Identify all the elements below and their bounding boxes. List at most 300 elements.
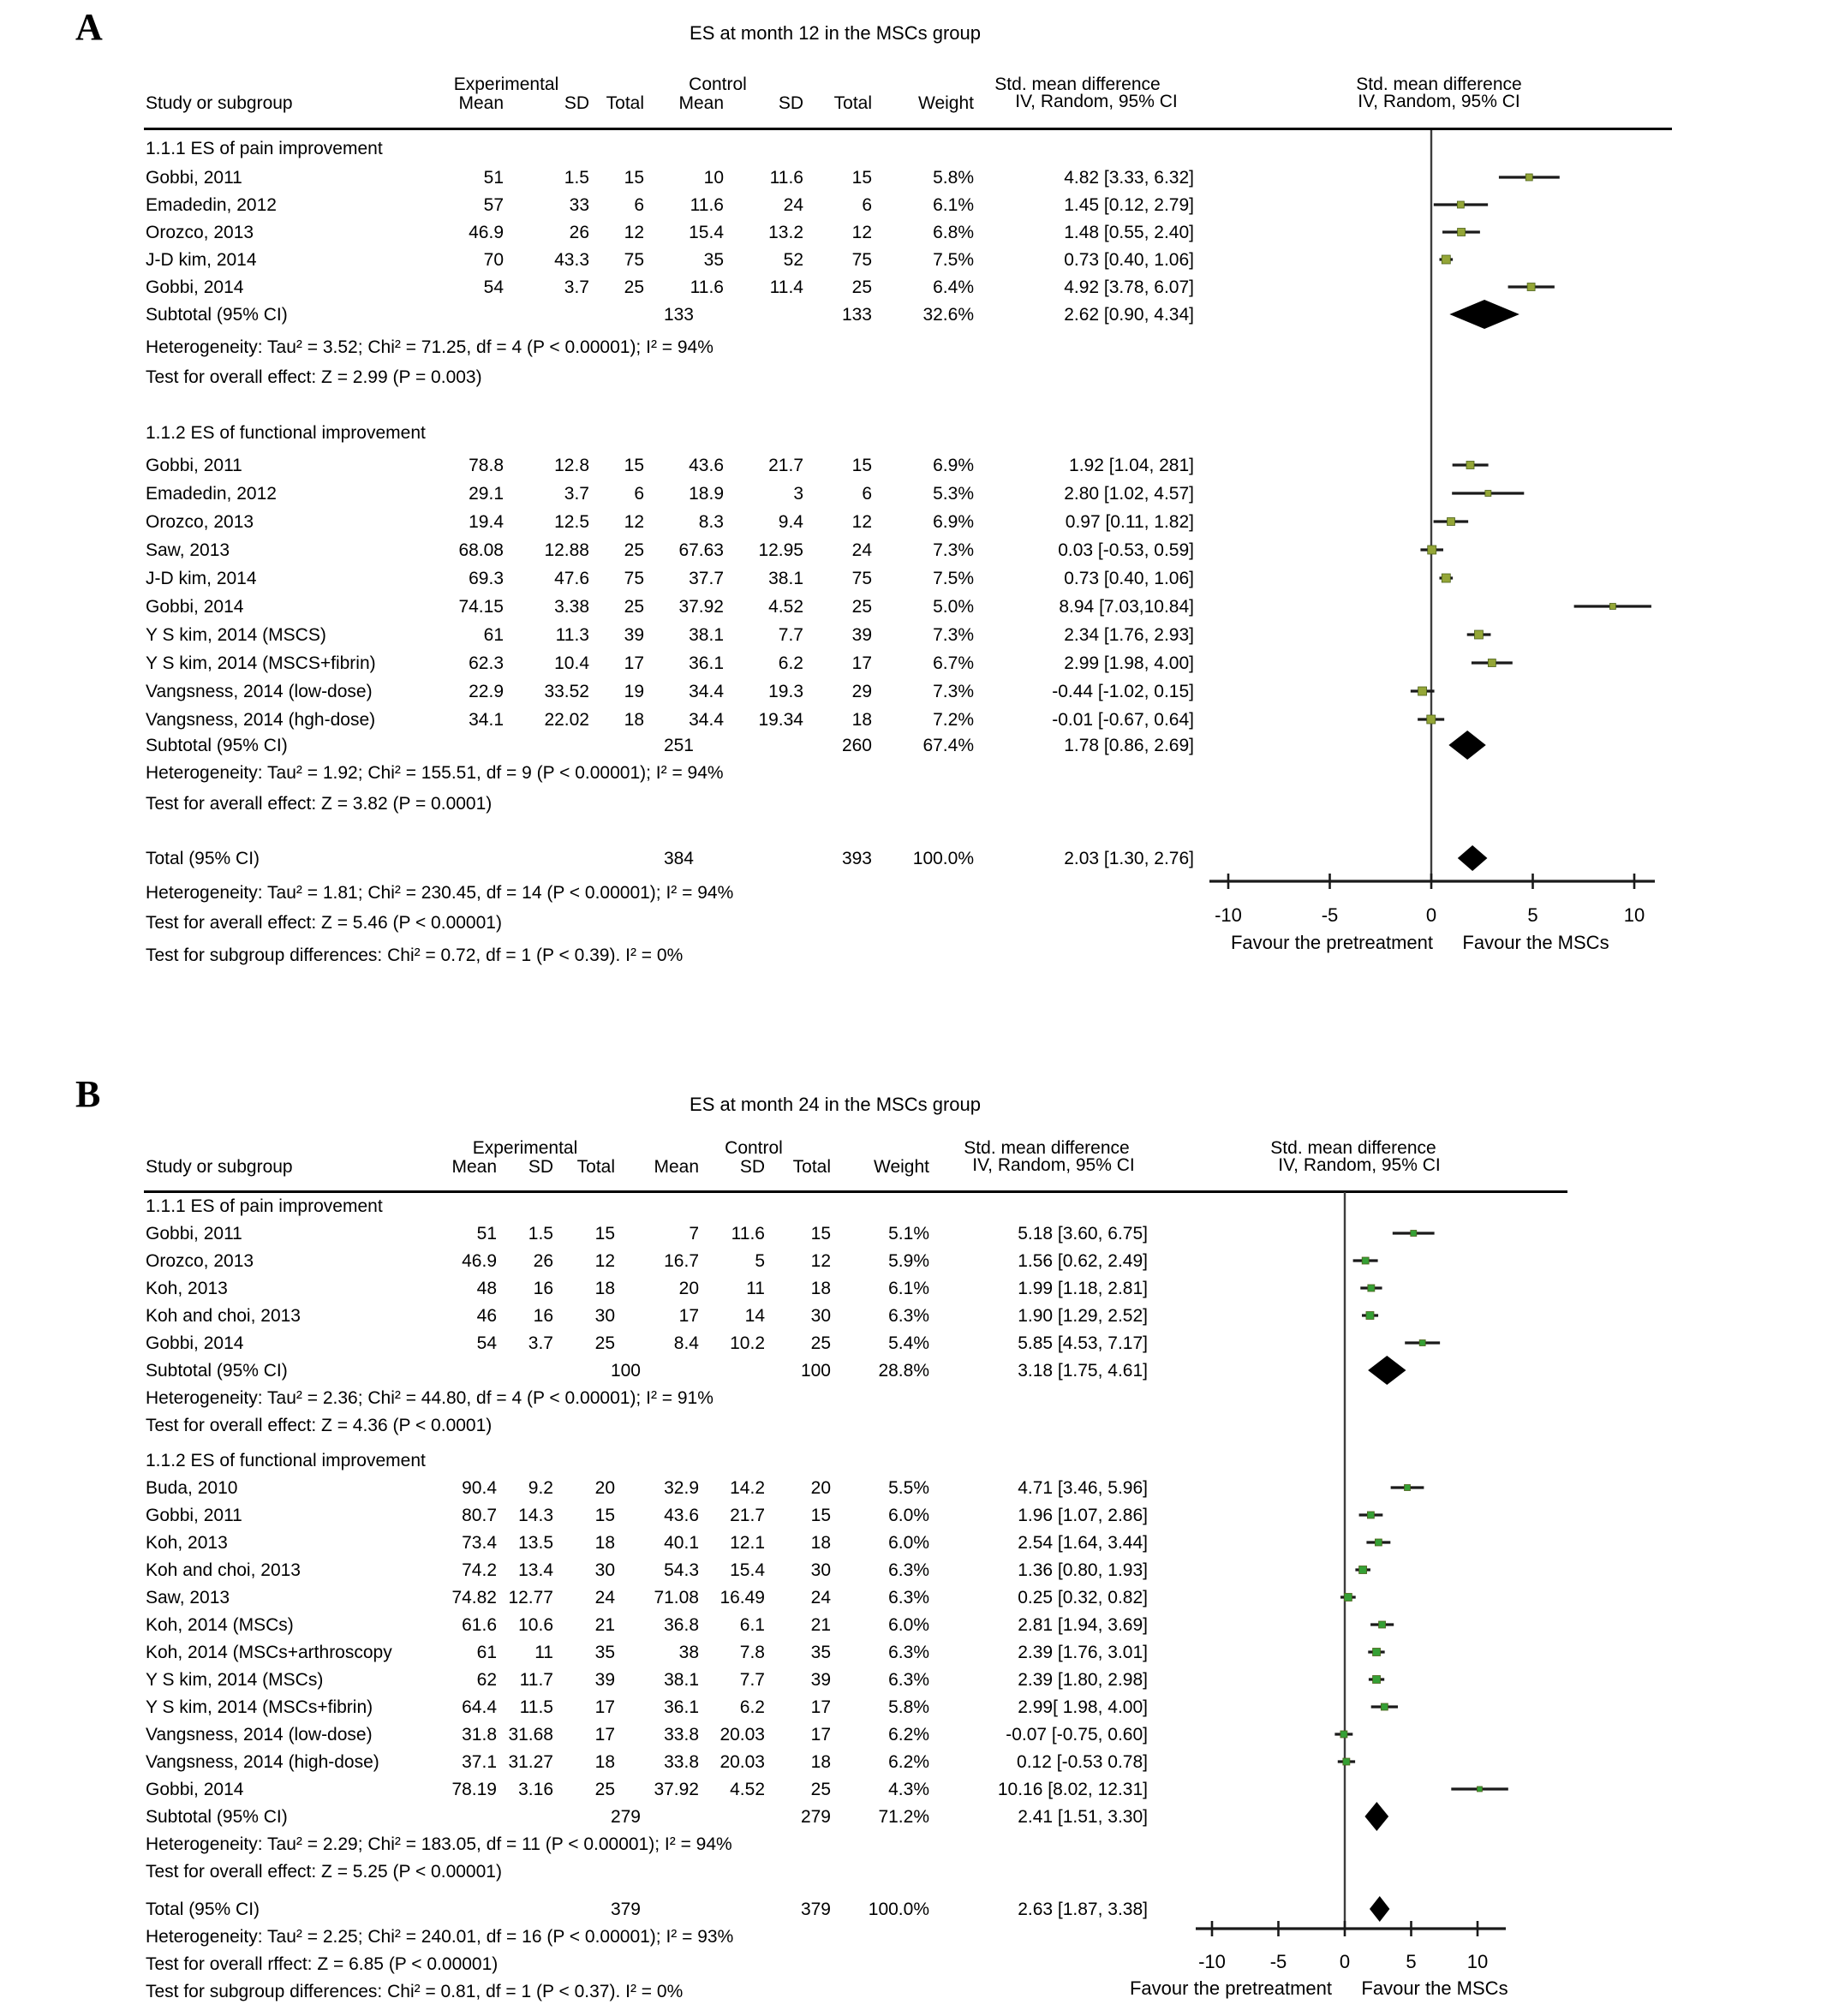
sd-experimental-cell: 11.3: [555, 625, 589, 645]
total-experimental-cell: 35: [594, 1643, 615, 1662]
study-row: [0, 1641, 1821, 1664]
mean-experimental-cell: 80.7: [462, 1506, 497, 1525]
weight-cell: 4.3%: [888, 1780, 929, 1799]
weight-cell: 5.5%: [888, 1478, 929, 1498]
mean-control-cell: 11.6: [690, 195, 724, 215]
study-name: Gobbi, 2011: [146, 456, 242, 475]
total-control-cell: 12: [810, 1251, 831, 1271]
mean-experimental-cell: 34.1: [469, 710, 504, 730]
sd-experimental-cell: 3.7: [564, 484, 589, 504]
ci-text-cell: 2.54 [1.64, 3.44]: [1018, 1533, 1148, 1553]
axis-tick-label: -5: [1321, 904, 1339, 926]
subtotal-row: [0, 303, 1821, 326]
study-row: [0, 652, 1821, 675]
study-name: Orozco, 2013: [146, 512, 254, 532]
smd-plot-header: Std. mean difference: [1270, 1138, 1436, 1158]
mean-experimental-cell: 57: [483, 195, 504, 215]
study-row: [0, 510, 1821, 534]
study-name: Koh, 2013: [146, 1279, 228, 1298]
weight-cell: 5.1%: [888, 1224, 929, 1244]
mean-experimental-cell: 62: [476, 1670, 497, 1690]
total-experimental-cell: 25: [624, 277, 644, 297]
axis-tick-label: 5: [1406, 1951, 1417, 1972]
column-header-row: [0, 1155, 1821, 1178]
sd-control-header: SD: [739, 1157, 765, 1177]
ci-text-cell: 1.90 [1.29, 2.52]: [1018, 1306, 1148, 1326]
study-name: Y S kim, 2014 (MSCS+fibrin): [146, 653, 376, 673]
mean-control-cell: 17: [678, 1306, 699, 1326]
pooled-label: Subtotal (95% CI): [146, 736, 288, 755]
ci-text-cell: 1.48 [0.55, 2.40]: [1064, 223, 1194, 242]
study-row: [0, 1332, 1821, 1355]
weight-cell: 5.8%: [933, 168, 974, 188]
mean-control-cell: 8.3: [698, 512, 724, 532]
mean-control-header: Mean: [678, 93, 724, 113]
sd-experimental-cell: 33: [569, 195, 589, 215]
total-experimental-cell: 39: [594, 1670, 615, 1690]
heterogeneity-note: [0, 1387, 1821, 1410]
panel-a-title: ES at month 12 in the MSCs group: [690, 22, 981, 44]
sd-experimental-header: SD: [564, 93, 589, 113]
pooled-label: Subtotal (95% CI): [146, 1807, 288, 1827]
weight-cell: 5.9%: [888, 1251, 929, 1271]
sd-experimental-cell: 3.16: [518, 1780, 553, 1799]
heterogeneity-note-text: Heterogeneity: Tau² = 2.29; Chi² = 183.05, df = 11 (P < 0.00001); I² = 94%: [146, 1834, 732, 1854]
ci-text-cell: 0.25 [0.32, 0.82]: [1018, 1588, 1148, 1607]
sd-experimental-cell: 47.6: [554, 569, 589, 588]
mean-control-cell: 40.1: [664, 1533, 699, 1553]
sd-control-cell: 11: [746, 1279, 765, 1298]
mean-experimental-cell: 54: [483, 277, 504, 297]
effect-marker: [1373, 1649, 1381, 1656]
total-experimental-cell: 15: [594, 1224, 615, 1244]
effect-marker: [1381, 1703, 1388, 1710]
study-row: [0, 194, 1821, 217]
mean-control-cell: 37.92: [654, 1780, 699, 1799]
mean-control-cell: 11.6: [690, 277, 724, 297]
sd-experimental-cell: 31.27: [508, 1752, 553, 1772]
heterogeneity-note: [0, 1833, 1821, 1856]
study-row: [0, 166, 1821, 189]
study-name: Orozco, 2013: [146, 1251, 254, 1271]
sd-control-cell: 20.03: [719, 1725, 765, 1745]
total-control-cell: 17: [810, 1725, 831, 1745]
ci-text-cell: 1.36 [0.80, 1.93]: [1018, 1560, 1148, 1580]
total-control-cell: 17: [851, 653, 872, 673]
sd-experimental-cell: 1.5: [564, 168, 589, 188]
ci-text-cell: 2.99 [1.98, 4.00]: [1064, 653, 1194, 673]
mean-control-cell: 18.9: [689, 484, 724, 504]
mean-experimental-cell: 90.4: [462, 1478, 497, 1498]
study-row: [0, 1559, 1821, 1582]
axis-tick-label: 10: [1623, 904, 1645, 926]
section-heading-text: 1.1.1 ES of pain improvement: [146, 1196, 383, 1216]
mean-control-cell: 34.4: [689, 710, 724, 730]
total-row: [0, 1898, 1821, 1921]
sd-experimental-cell: 3.38: [554, 597, 589, 617]
section-heading-text: 1.1.2 ES of functional improvement: [146, 423, 426, 443]
sd-experimental-cell: 43.3: [554, 250, 589, 270]
heterogeneity-note-text: Heterogeneity: Tau² = 1.92; Chi² = 155.51, df = 9 (P < 0.00001); I² = 94%: [146, 763, 724, 783]
ci-text-cell: 0.12 [-0.53 0.78]: [1017, 1752, 1148, 1772]
total-row: [0, 847, 1821, 870]
ci-text-cell: 2.63 [1.87, 3.38]: [1018, 1900, 1148, 1919]
weight-cell: 6.2%: [888, 1752, 929, 1772]
sd-control-cell: 14.2: [730, 1478, 765, 1498]
sd-control-header: SD: [778, 93, 803, 113]
study-row: [0, 623, 1821, 647]
total-heterogeneity-note: [0, 881, 1821, 904]
heterogeneity-note: [0, 336, 1821, 359]
study-name: J-D kim, 2014: [146, 250, 257, 270]
ci-text-cell: 4.71 [3.46, 5.96]: [1018, 1478, 1148, 1498]
sd-control-cell: 14: [744, 1306, 765, 1326]
total-control-cell: 18: [810, 1279, 831, 1298]
mean-control-cell: 8.4: [673, 1333, 699, 1353]
iv-ci-column-header: IV, Random, 95% CI: [1015, 92, 1178, 111]
mean-experimental-cell: 54: [476, 1333, 497, 1353]
total-experimental-cell: 30: [594, 1560, 615, 1580]
mean-control-cell: 36.1: [664, 1697, 699, 1717]
weight-cell: 7.3%: [933, 625, 974, 645]
total-control-cell: 30: [810, 1560, 831, 1580]
total-experimental-cell: 18: [624, 710, 644, 730]
ci-text-cell: 1.56 [0.62, 2.49]: [1018, 1251, 1148, 1271]
effect-marker: [1442, 574, 1450, 582]
sd-control-cell: 7.7: [778, 625, 803, 645]
total-experimental-cell: 75: [624, 250, 644, 270]
total-experimental-cell: 17: [624, 653, 644, 673]
sd-control-cell: 21.7: [730, 1506, 765, 1525]
effect-marker: [1375, 1539, 1382, 1546]
mean-control-cell: 38.1: [689, 625, 724, 645]
sd-control-cell: 19.34: [758, 710, 803, 730]
sd-control-cell: 12.1: [730, 1533, 765, 1553]
total-control-header: Total: [833, 93, 872, 113]
study-row: [0, 1531, 1821, 1554]
mean-experimental-header: Mean: [458, 93, 504, 113]
total-experimental-cell: 21: [594, 1615, 615, 1635]
pooled-label: Total (95% CI): [146, 849, 260, 868]
sd-experimental-cell: 1.5: [528, 1224, 553, 1244]
effect-marker: [1442, 255, 1450, 264]
study-name: Buda, 2010: [146, 1478, 238, 1498]
total-experimental-cell: 17: [594, 1697, 615, 1717]
sd-experimental-cell: 13.5: [518, 1533, 553, 1553]
ci-text-cell: 2.03 [1.30, 2.76]: [1064, 849, 1194, 868]
sd-control-cell: 16.49: [719, 1588, 765, 1607]
sd-experimental-cell: 11: [534, 1643, 553, 1662]
mean-experimental-cell: 22.9: [469, 682, 504, 701]
mean-experimental-cell: 29.1: [469, 484, 504, 504]
total-control-cell: 12: [851, 223, 872, 242]
mean-control-cell: 34.4: [689, 682, 724, 701]
smd-column-header: Std. mean difference: [994, 75, 1161, 94]
smd-plot-header: Std. mean difference: [1356, 75, 1522, 94]
mean-experimental-header: Mean: [451, 1157, 497, 1177]
sd-control-cell: 12.95: [758, 540, 803, 560]
sd-control-cell: 24: [783, 195, 803, 215]
experimental-group-header: Experimental: [472, 1138, 578, 1158]
study-name: Emadedin, 2012: [146, 484, 277, 504]
total-experimental-cell: 12: [624, 223, 644, 242]
sd-experimental-cell: 12.77: [508, 1588, 553, 1607]
total-control-cell: 100: [800, 1361, 831, 1381]
mean-experimental-cell: 78.19: [451, 1780, 497, 1799]
study-row: [0, 1476, 1821, 1500]
panel-b-label: B: [75, 1073, 101, 1115]
total-experimental-cell: 15: [624, 168, 644, 188]
total-control-cell: 17: [810, 1697, 831, 1717]
total-control-cell: 15: [810, 1224, 831, 1244]
effect-marker: [1362, 1257, 1369, 1264]
subgroup-difference-note-text: Test for subgroup differences: Chi² = 0.81, df = 1 (P < 0.37). I² = 0%: [146, 1982, 684, 2001]
mean-control-cell: 38.1: [664, 1670, 699, 1690]
study-name: Saw, 2013: [146, 540, 230, 560]
favour-right-label: Favour the MSCs: [1462, 932, 1609, 953]
weight-cell: 6.1%: [933, 195, 974, 215]
sd-control-cell: 15.4: [730, 1560, 765, 1580]
section-heading: [0, 1449, 1821, 1472]
sd-control-cell: 4.52: [730, 1780, 765, 1799]
total-experimental-cell: 100: [610, 1361, 641, 1381]
effect-marker: [1474, 630, 1483, 639]
subgroup-difference-note: [0, 944, 1821, 967]
weight-cell: 100.0%: [912, 849, 974, 868]
study-row: [0, 1696, 1821, 1719]
ci-text-cell: -0.01 [-0.67, 0.64]: [1052, 710, 1194, 730]
subtotal-row: [0, 1359, 1821, 1382]
study-name: Y S kim, 2014 (MSCs+fibrin): [146, 1697, 373, 1717]
panel-b-title: ES at month 24 in the MSCs group: [690, 1094, 981, 1115]
total-control-cell: 15: [851, 456, 872, 475]
mean-experimental-cell: 48: [476, 1279, 497, 1298]
mean-experimental-cell: 78.8: [469, 456, 504, 475]
header-rule: [144, 1190, 1567, 1193]
total-experimental-cell: 18: [594, 1533, 615, 1553]
ci-text-cell: 1.45 [0.12, 2.79]: [1064, 195, 1194, 215]
mean-experimental-cell: 46.9: [469, 223, 504, 242]
sd-experimental-cell: 16: [533, 1306, 553, 1326]
subtotal-row: [0, 734, 1821, 757]
study-row: [0, 1250, 1821, 1273]
experimental-group-header: Experimental: [453, 75, 559, 94]
study-row: [0, 1723, 1821, 1746]
total-experimental-cell: 251: [663, 736, 694, 755]
sd-experimental-cell: 12.5: [554, 512, 589, 532]
study-column-header: Study or subgroup: [146, 93, 293, 113]
ci-text-cell: 1.99 [1.18, 2.81]: [1018, 1279, 1148, 1298]
study-name: J-D kim, 2014: [146, 569, 257, 588]
effect-marker: [1405, 1485, 1411, 1491]
weight-header: Weight: [874, 1157, 929, 1177]
weight-cell: 6.0%: [888, 1506, 929, 1525]
total-experimental-cell: 39: [624, 625, 644, 645]
overall-effect-note-text: Test for overall effect: Z = 2.99 (P = 0.003): [146, 367, 482, 387]
pooled-label: Total (95% CI): [146, 1900, 260, 1919]
axis-tick-label: -10: [1215, 904, 1242, 926]
ci-text-cell: 2.99[ 1.98, 4.00]: [1018, 1697, 1148, 1717]
ci-text-cell: 10.16 [8.02, 12.31]: [997, 1780, 1148, 1799]
effect-marker: [1457, 201, 1464, 208]
subtotal-diamond: [1368, 1356, 1406, 1385]
total-control-cell: 15: [851, 168, 872, 188]
ci-text-cell: 2.80 [1.02, 4.57]: [1064, 484, 1194, 504]
total-control-cell: 39: [810, 1670, 831, 1690]
weight-cell: 100.0%: [868, 1900, 929, 1919]
total-control-header: Total: [792, 1157, 831, 1177]
weight-cell: 6.3%: [888, 1670, 929, 1690]
overall-effect-note: [0, 1414, 1821, 1437]
sd-experimental-cell: 16: [533, 1279, 553, 1298]
sd-control-cell: 3: [793, 484, 803, 504]
weight-cell: 67.4%: [922, 736, 974, 755]
weight-cell: 6.0%: [888, 1615, 929, 1635]
total-experimental-cell: 18: [594, 1279, 615, 1298]
study-name: Y S kim, 2014 (MSCS): [146, 625, 326, 645]
subtotal-diamond: [1448, 731, 1485, 760]
mean-experimental-cell: 73.4: [462, 1533, 497, 1553]
panel-a-label: A: [75, 6, 103, 48]
study-row: [0, 482, 1821, 505]
sd-control-cell: 6.1: [739, 1615, 765, 1635]
total-control-cell: 6: [862, 195, 872, 215]
total-control-cell: 25: [851, 597, 872, 617]
weight-cell: 5.3%: [933, 484, 974, 504]
ci-text-cell: 5.85 [4.53, 7.17]: [1018, 1333, 1148, 1353]
effect-marker: [1344, 1594, 1352, 1601]
ci-text-cell: 2.34 [1.76, 2.93]: [1064, 625, 1194, 645]
total-control-cell: 393: [841, 849, 872, 868]
total-experimental-cell: 6: [634, 484, 644, 504]
iv-ci-plot-header: IV, Random, 95% CI: [1278, 1155, 1441, 1175]
study-row: [0, 1304, 1821, 1327]
study-row: [0, 221, 1821, 244]
study-name: Koh, 2014 (MSCs+arthroscopy: [146, 1643, 392, 1662]
total-experimental-cell: 19: [624, 682, 644, 701]
weight-cell: 6.0%: [888, 1533, 929, 1553]
mean-experimental-cell: 68.08: [458, 540, 504, 560]
effect-marker: [1458, 229, 1466, 236]
section-heading-text: 1.1.1 ES of pain improvement: [146, 139, 383, 158]
effect-marker: [1427, 715, 1436, 724]
mean-control-cell: 36.8: [664, 1615, 699, 1635]
total-control-cell: 279: [800, 1807, 831, 1827]
mean-experimental-cell: 46: [476, 1306, 497, 1326]
total-experimental-cell: 12: [624, 512, 644, 532]
effect-marker: [1525, 174, 1532, 181]
study-row: [0, 1751, 1821, 1774]
total-overall-effect-note: [0, 911, 1821, 934]
weight-cell: 6.4%: [933, 277, 974, 297]
total-control-cell: 30: [810, 1306, 831, 1326]
header-rule: [144, 128, 1672, 130]
effect-marker: [1527, 283, 1535, 291]
total-experimental-cell: 20: [594, 1478, 615, 1498]
sd-control-cell: 38.1: [768, 569, 803, 588]
study-column-header: Study or subgroup: [146, 1157, 293, 1177]
sd-control-cell: 21.7: [768, 456, 803, 475]
effect-marker: [1485, 491, 1491, 497]
sd-control-cell: 10.2: [730, 1333, 765, 1353]
overall-effect-note-text: Test for averall effect: Z = 3.82 (P = 0.0001): [146, 794, 493, 814]
weight-cell: 7.3%: [933, 682, 974, 701]
study-name: Koh, 2014 (MSCs): [146, 1615, 294, 1635]
sd-control-cell: 6.2: [739, 1697, 765, 1717]
mean-experimental-cell: 74.82: [451, 1588, 497, 1607]
heterogeneity-note-text: Heterogeneity: Tau² = 2.36; Chi² = 44.80, df = 4 (P < 0.00001); I² = 91%: [146, 1388, 713, 1408]
study-row: [0, 708, 1821, 731]
total-experimental-cell: 25: [624, 597, 644, 617]
sd-experimental-cell: 11.7: [519, 1670, 553, 1690]
mean-control-cell: 33.8: [664, 1725, 699, 1745]
effect-marker: [1447, 518, 1454, 526]
mean-control-cell: 71.08: [654, 1588, 699, 1607]
ci-text-cell: 4.82 [3.33, 6.32]: [1064, 168, 1194, 188]
total-control-cell: 20: [810, 1478, 831, 1498]
ci-text-cell: 1.92 [1.04, 281]: [1069, 456, 1194, 475]
study-row: [0, 1668, 1821, 1691]
total-control-cell: 25: [851, 277, 872, 297]
sd-experimental-cell: 26: [569, 223, 589, 242]
heterogeneity-note: [0, 761, 1821, 784]
total-control-cell: 25: [810, 1780, 831, 1799]
study-name: Koh and choi, 2013: [146, 1306, 301, 1326]
total-control-cell: 18: [810, 1752, 831, 1772]
mean-control-cell: 37.92: [678, 597, 724, 617]
total-control-cell: 39: [851, 625, 872, 645]
total-control-cell: 12: [851, 512, 872, 532]
weight-cell: 6.9%: [933, 512, 974, 532]
study-name: Orozco, 2013: [146, 223, 254, 242]
sd-experimental-cell: 31.68: [508, 1725, 553, 1745]
total-experimental-header: Total: [606, 93, 644, 113]
weight-cell: 6.3%: [888, 1560, 929, 1580]
total-experimental-cell: 12: [594, 1251, 615, 1271]
heterogeneity-note-text: Heterogeneity: Tau² = 3.52; Chi² = 71.25, df = 4 (P < 0.00001); I² = 94%: [146, 337, 713, 357]
pooled-label: Subtotal (95% CI): [146, 305, 288, 325]
weight-cell: 7.2%: [933, 710, 974, 730]
total-experimental-cell: 25: [594, 1333, 615, 1353]
axis-tick-label: 0: [1425, 904, 1437, 926]
total-control-cell: 379: [800, 1900, 831, 1919]
sd-control-cell: 11.6: [769, 168, 803, 188]
study-row: [0, 1222, 1821, 1245]
sd-experimental-cell: 12.8: [554, 456, 589, 475]
sd-control-cell: 7.7: [739, 1670, 765, 1690]
total-control-cell: 6: [862, 484, 872, 504]
sd-experimental-cell: 9.2: [528, 1478, 553, 1498]
column-header-row: [0, 92, 1821, 115]
weight-header: Weight: [918, 93, 974, 113]
total-experimental-cell: 25: [594, 1780, 615, 1799]
sd-control-cell: 11.4: [769, 277, 803, 297]
weight-cell: 6.9%: [933, 456, 974, 475]
effect-marker: [1466, 462, 1474, 469]
total-control-cell: 24: [810, 1588, 831, 1607]
weight-cell: 6.3%: [888, 1588, 929, 1607]
mean-control-cell: 15.4: [689, 223, 724, 242]
sd-control-cell: 7.8: [739, 1643, 765, 1662]
study-row: [0, 1504, 1821, 1527]
ci-text-cell: 2.62 [0.90, 4.34]: [1064, 305, 1194, 325]
section-heading: [0, 1195, 1821, 1218]
control-group-header: Control: [725, 1138, 783, 1158]
sd-control-cell: 20.03: [719, 1752, 765, 1772]
study-name: Vangsness, 2014 (high-dose): [146, 1752, 379, 1772]
effect-marker: [1340, 1731, 1347, 1738]
effect-marker: [1366, 1312, 1374, 1320]
